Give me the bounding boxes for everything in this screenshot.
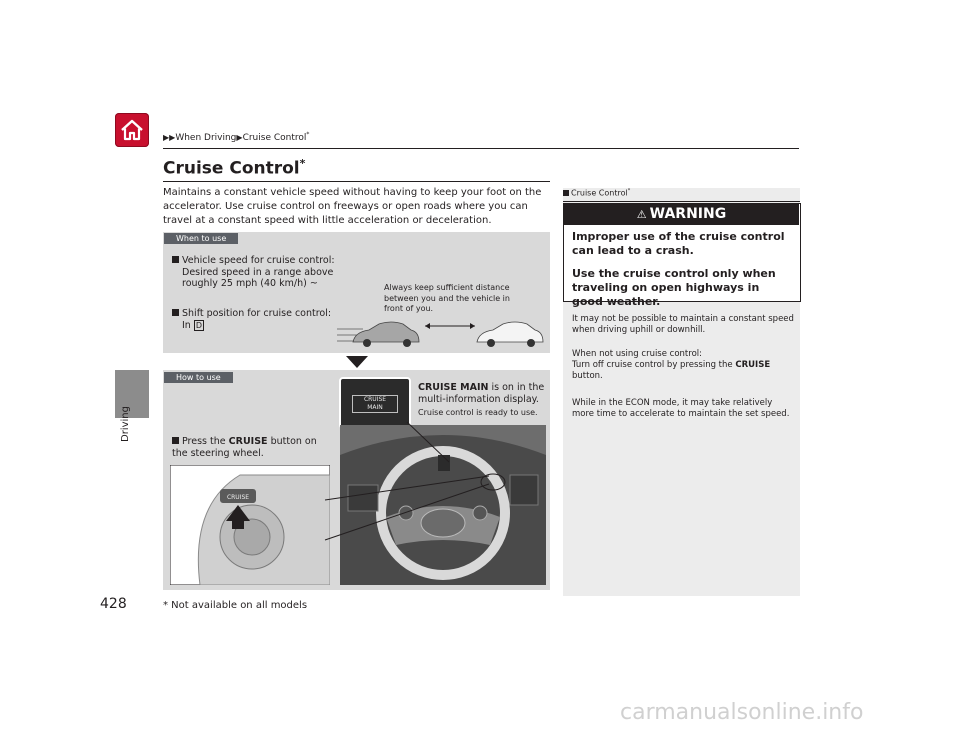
shift-bullet-prefix: In <box>182 319 191 331</box>
distance-note: Always keep sufficient distance between you and the vehicle in front of you. <box>384 283 510 313</box>
breadcrumb-arrow-icon: ▶▶ <box>163 133 176 142</box>
when-to-use-tag: When to use <box>164 233 238 244</box>
bullet-square-icon <box>172 256 179 263</box>
shift-bullet-title: Shift position for cruise control: <box>182 308 332 319</box>
warning-header <box>564 204 799 225</box>
title-divider <box>163 181 550 182</box>
home-icon <box>115 113 149 147</box>
warning-label: WARNING <box>649 206 727 222</box>
speed-bullet-title: Vehicle speed for cruise control: <box>182 255 335 266</box>
lead-car-icon <box>477 322 543 347</box>
car-distance-illustration <box>335 318 547 352</box>
cruise-button-name: CRUISE <box>228 436 268 447</box>
shift-bullet <box>172 308 342 331</box>
warning-line1: Improper use of the cruise control can lead to a crash. <box>572 230 785 257</box>
own-car-icon <box>353 322 419 347</box>
indicator-suffix: is on in the multi-information display. <box>418 382 545 405</box>
speed-bullet-detail: Desired speed in a range above roughly 25 mph (40 km/h) ~ <box>182 266 334 289</box>
down-arrow-icon <box>346 356 368 368</box>
indicator-name: CRUISE MAIN <box>418 382 489 393</box>
page-number: 428 <box>100 596 127 612</box>
bullet-square-icon <box>172 309 179 316</box>
turn-off-note <box>572 349 794 382</box>
breadcrumb-current: Cruise Control <box>242 133 307 143</box>
turn-off-line1: When not using cruise control: <box>572 349 702 359</box>
econ-note: While in the ECON mode, it may take relatively more time to accelerate to maintain the set speed. <box>572 398 790 419</box>
section-label: Driving <box>120 406 131 442</box>
warning-line2: Use the cruise control only when traveling on open highways in good weather. <box>572 267 776 308</box>
page-title-star: * <box>299 157 306 170</box>
side-heading-text: Cruise Control <box>571 188 628 198</box>
callout-lines <box>165 370 552 592</box>
turn-off-button-name: CRUISE <box>735 360 771 370</box>
warning-triangle-icon: ⚠ <box>636 208 647 221</box>
side-note-heading <box>563 188 630 198</box>
breadcrumb-star: * <box>306 131 310 138</box>
display-line2: MAIN <box>367 404 383 411</box>
page-title-text: Cruise Control <box>163 158 300 179</box>
intro-text: Maintains a constant vehicle speed without having to keep your foot on the accelerator. Use cruise control on freeways or open roads where you can travel at a constant speed with little acceleration or deceleration. <box>163 187 542 226</box>
page-title <box>163 157 305 179</box>
indicator-note: Cruise control is ready to use. <box>418 408 538 417</box>
turn-off-suffix: button. <box>572 371 603 381</box>
gear-d-indicator: D <box>195 320 203 330</box>
warning-text <box>572 230 792 309</box>
breadcrumb-arrow-icon: ▶ <box>236 133 243 142</box>
watermark: carmanualsonline.info <box>620 700 864 725</box>
note-marker-icon <box>563 190 569 196</box>
speed-bullet <box>172 255 342 290</box>
home-button[interactable] <box>115 113 149 147</box>
uphill-note: It may not be possible to maintain a constant speed when driving uphill or downhill. <box>572 314 794 335</box>
press-prefix: Press the <box>182 436 226 447</box>
press-suffix: button on the steering wheel. <box>172 436 317 459</box>
breadcrumb-link-when-driving[interactable]: When Driving <box>175 133 237 143</box>
side-heading-star: * <box>627 188 631 194</box>
how-to-use-tag: How to use <box>164 372 233 383</box>
header-divider <box>163 148 799 149</box>
side-heading-divider <box>563 201 800 202</box>
cruise-button-label: CRUISE <box>226 494 250 501</box>
footnote: * Not available on all models <box>163 600 308 611</box>
turn-off-prefix: Turn off cruise control by pressing the <box>572 360 733 370</box>
breadcrumb <box>163 131 309 143</box>
display-line1: CRUISE <box>363 396 387 403</box>
